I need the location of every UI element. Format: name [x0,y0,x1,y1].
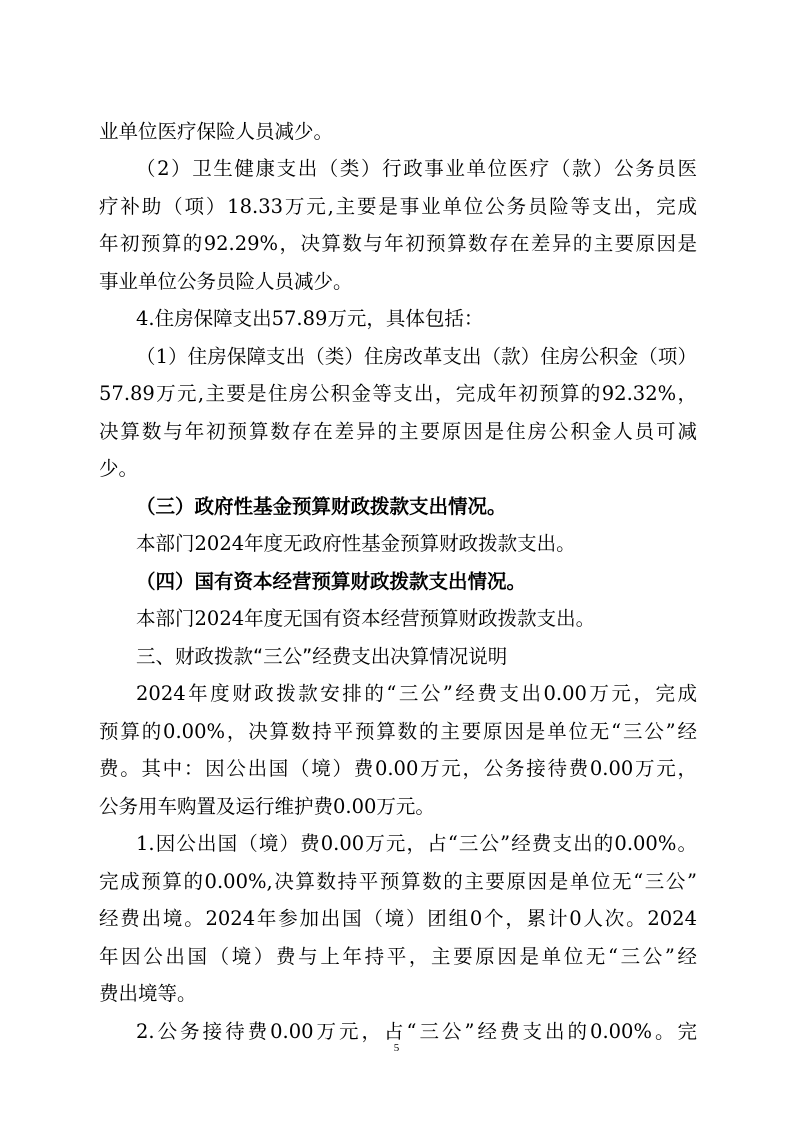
text-line: 费。其中：因公出国（境）费0.00万元，公务接待费0.00万元， [99,757,697,780]
text-line: 预算的0.00%，决算数持平预算数的主要原因是单位无“三公”经 [99,720,697,743]
text-line: 1.因公出国（境）费0.00万元，占“三公”经费支出的0.00%。 [136,832,697,855]
text-line: （2）卫生健康支出（类）行政事业单位医疗（款）公务员医 [136,157,697,180]
text-line: 本部门2024年度无政府性基金预算财政拨款支出。 [136,532,576,555]
text-line: 年初预算的92.29%，决算数与年初预算数存在差异的主要原因是 [99,232,697,255]
text-line: 决算数与年初预算数存在差异的主要原因是住房公积金人员可减 [99,420,697,443]
text-line: 疗补助（项）18.33万元,主要是事业单位公务员险等支出，完成 [99,195,697,218]
section-heading: 三、财政拨款“三公”经费支出决算情况说明 [136,645,508,668]
text-line: 费出境等。 [99,982,197,1005]
text-line: 业单位医疗保险人员减少。 [99,120,334,143]
text-line: 事业单位公务员险人员减少。 [99,270,353,293]
text-line: 完成预算的0.00%,决算数持平预算数的主要原因是单位无“三公” [99,870,697,893]
text-line: 2.公务接待费0.00万元，占“三公”经费支出的0.00%。完 [136,1020,697,1043]
text-line: 本部门2024年度无国有资本经营预算财政拨款支出。 [136,607,596,630]
text-line: 公务用车购置及运行维护费0.00万元。 [99,795,435,818]
text-line: 少。 [99,457,139,480]
text-line: 57.89万元,主要是住房公积金等支出，完成年初预算的92.32%， [99,382,697,405]
text-line: 4.住房保障支出57.89万元，具体包括： [136,307,484,330]
section-heading: （四）国有资本经营预算财政拨款支出情况。 [136,570,527,593]
page-number: 5 [393,1042,400,1054]
text-line: （1）住房保障支出（类）住房改革支出（款）住房公积金（项） [136,345,697,368]
text-line: 经费出境。2024年参加出国（境）团组0个，累计0人次。2024 [99,907,697,930]
section-heading: （三）政府性基金预算财政拨款支出情况。 [136,495,507,518]
text-line: 2024年度财政拨款安排的“三公”经费支出0.00万元，完成 [136,682,697,705]
text-line: 年因公出国（境）费与上年持平，主要原因是单位无“三公”经 [99,945,697,968]
